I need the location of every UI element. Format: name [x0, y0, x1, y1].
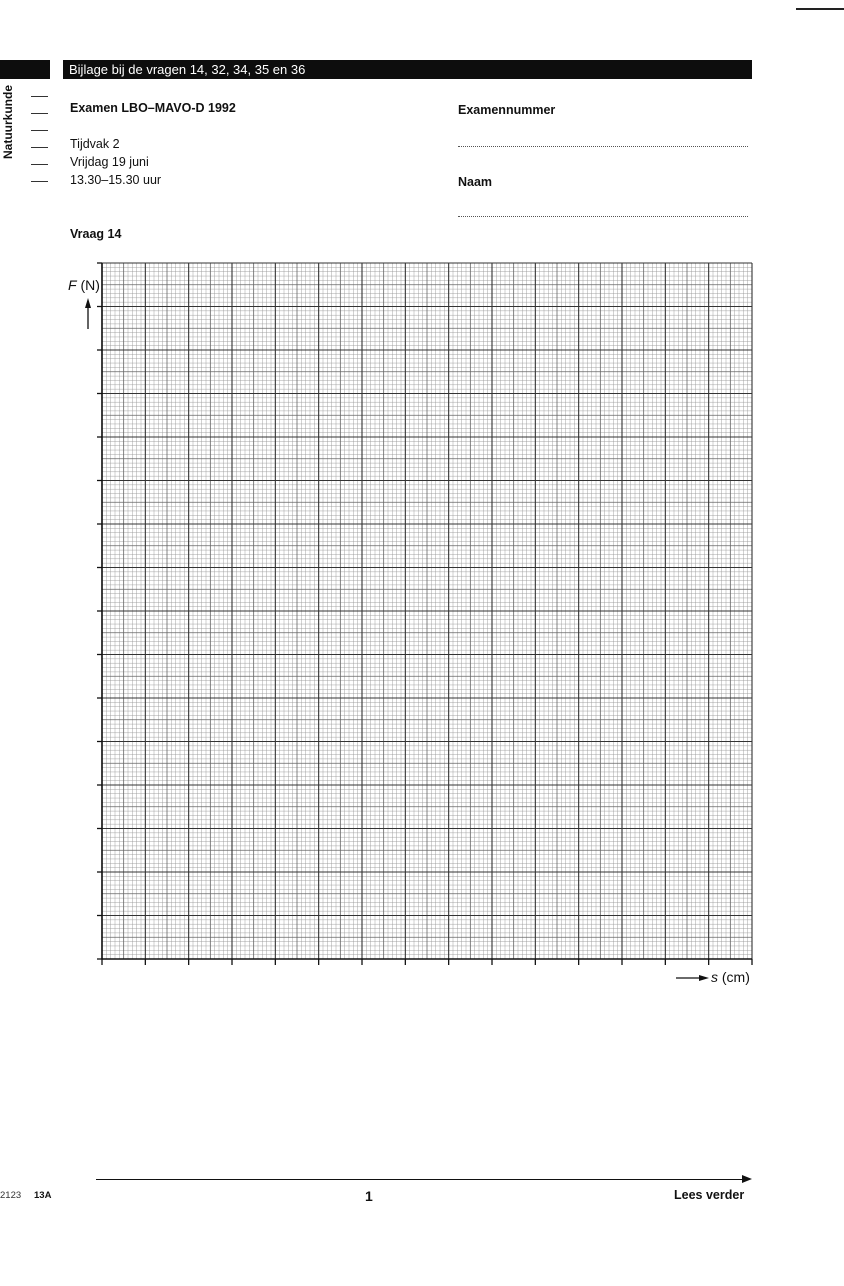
footer-arrow-head [742, 1175, 752, 1183]
subject-side-label: Natuurkunde [1, 84, 15, 159]
header-banner-text: Bijlage bij de vragen 14, 32, 34, 35 en 36 [69, 62, 306, 77]
y-axis-label: F (N) [68, 277, 100, 293]
exam-date: Vrijdag 19 juni [70, 155, 149, 169]
x-arrow-head [699, 975, 709, 981]
lees-verder: Lees verder [674, 1188, 745, 1202]
exam-tijdvak: Tijdvak 2 [70, 137, 120, 151]
footer-code-suffix: 13A [34, 1190, 52, 1201]
y-arrow-head [85, 298, 91, 308]
axis-ticks [97, 263, 752, 965]
page-number: 1 [365, 1188, 373, 1204]
examennummer-label: Examennummer [458, 103, 556, 117]
x-axis-label: s (cm) [711, 969, 750, 985]
exam-title: Examen LBO–MAVO-D 1992 [70, 101, 236, 115]
question-label: Vraag 14 [70, 227, 122, 241]
footer-arrow-line [96, 1179, 744, 1180]
naam-label: Naam [458, 175, 493, 189]
exam-time: 13.30–15.30 uur [70, 173, 162, 187]
footer-code: 2123 [0, 1190, 22, 1201]
